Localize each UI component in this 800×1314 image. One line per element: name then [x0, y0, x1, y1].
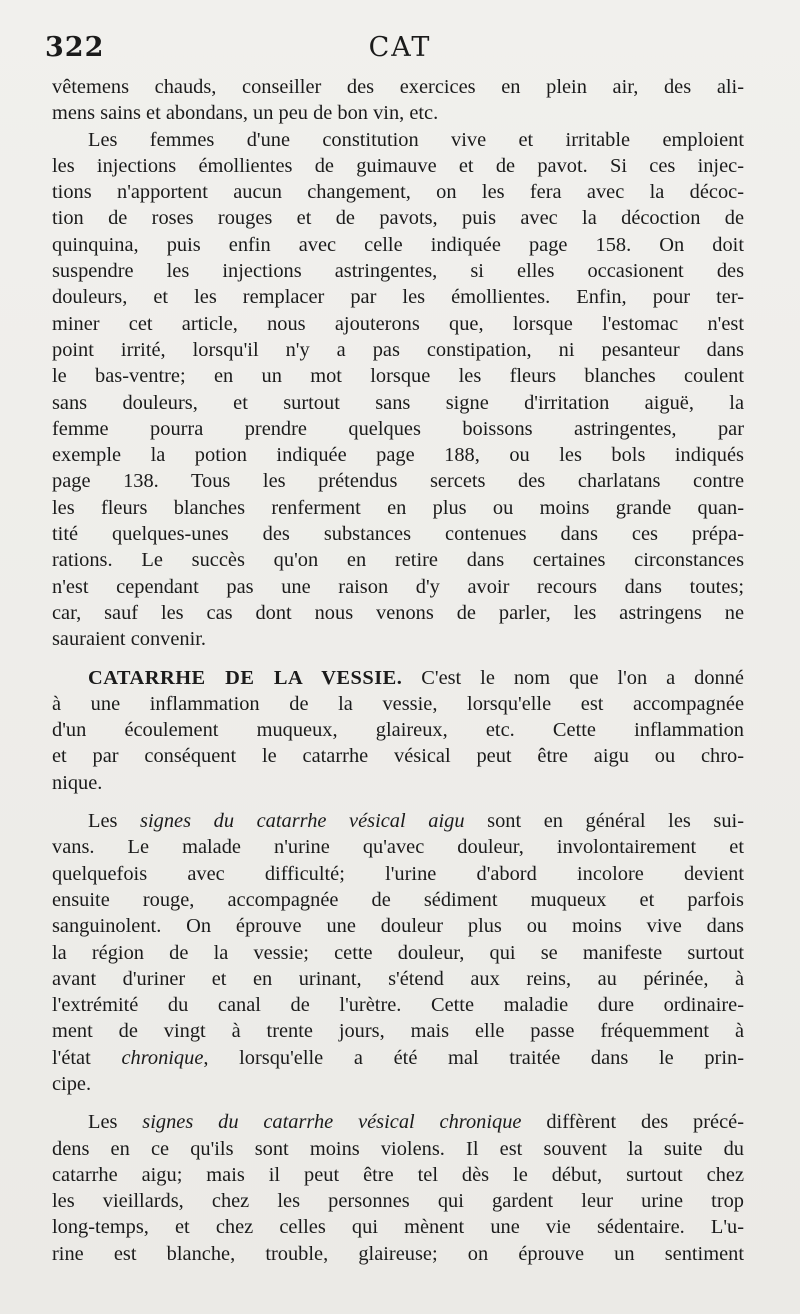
- text-run: sont en général les sui-: [464, 810, 744, 833]
- text-line: page 138. Tous les prétendus sercets des charlatans contre: [52, 470, 744, 493]
- text-line: ensuite rouge, accompagnée de sédiment muqueux et parfois: [52, 888, 744, 911]
- text-line: tion de roses rouges et de pavots, puis avec la décoction de: [52, 207, 744, 230]
- paragraph-acute-signs: [52, 808, 744, 1097]
- text-line: l'extrémité du canal de l'urètre. Cette maladie dure ordinaire-: [52, 994, 744, 1017]
- entry-heading: CATARRHE DE LA VESSIE.: [88, 666, 403, 689]
- text-line: vans. Le malade n'urine qu'avec douleur, involontairement et: [52, 836, 744, 859]
- text-line: sauraient convenir.: [52, 628, 207, 651]
- text-line: d'un écoulement muqueux, glaireux, etc. Cette inflammation: [52, 719, 744, 742]
- text-run: C'est le nom que l'on a donné: [402, 666, 744, 689]
- text-run: , lorsqu'elle a été mal traitée dans le prin-: [203, 1046, 744, 1069]
- text-line: long-temps, et chez celles qui mènent une vie sédentaire. L'u-: [52, 1216, 744, 1239]
- text-line: tité quelques-unes des substances contenues dans ces prépa-: [52, 523, 744, 546]
- text-line: nique.: [52, 771, 103, 794]
- text-line: et par conséquent le catarrhe vésical peut être aigu ou chro-: [52, 745, 744, 768]
- text-line: rine est blanche, trouble, glaireuse; on éprouve un sentiment: [52, 1242, 744, 1265]
- text-line: sanguinolent. On éprouve une douleur plus ou moins vive dans: [52, 915, 744, 938]
- text-run: diffèrent des précé-: [521, 1111, 744, 1134]
- text-line: sans douleurs, et surtout sans signe d'irritation aiguë, la: [52, 391, 744, 414]
- text-line: rations. Le succès qu'on en retire dans certaines circonstances: [52, 549, 744, 572]
- text-line: les injections émollientes de guimauve et de pavot. Si ces injec-: [52, 154, 744, 177]
- text-line: douleurs, et les remplacer par les émollientes. Enfin, pour ter-: [52, 286, 744, 309]
- page-number: 322: [45, 32, 105, 63]
- paragraph: [52, 127, 744, 653]
- text-line: femme pourra prendre quelques boissons astringentes, par: [52, 417, 744, 440]
- text-line: les fleurs blanches renferment en plus ou moins grande quan-: [52, 496, 744, 519]
- italic-term: signes du catarrhe vésical chronique: [142, 1111, 522, 1134]
- text-line: quelquefois avec difficulté; l'urine d'abord incolore devient: [52, 862, 744, 885]
- text-line: exemple la potion indiquée page 188, ou les bols indiqués: [52, 444, 744, 467]
- text-line: n'est cependant pas une raison d'y avoir recours dans toutes;: [52, 575, 744, 598]
- text-line: miner cet article, nous ajouterons que, lorsque l'estomac n'est: [52, 312, 744, 335]
- text-line: les vieillards, chez les personnes qui gardent leur urine trop: [52, 1190, 744, 1213]
- text-run: Les: [88, 1111, 143, 1134]
- text-line: Les femmes d'une constitution vive et irritable emploient: [88, 128, 744, 151]
- body-text: [52, 74, 744, 1267]
- italic-term: signes du catarrhe vésical aigu: [140, 810, 465, 833]
- text-run: Les: [88, 810, 141, 833]
- paragraph: [52, 74, 744, 127]
- text-line: cipe.: [52, 1072, 92, 1095]
- text-line: mens sains et abondans, un peu de bon vin, etc.: [52, 102, 439, 125]
- text-line: à une inflammation de la vessie, lorsqu'elle est accompagnée: [52, 692, 744, 715]
- text-line: vêtemens chauds, conseiller des exercices en plein air, des ali-: [52, 76, 744, 98]
- running-head: CAT: [368, 32, 432, 63]
- text-run: l'état: [52, 1046, 122, 1069]
- text-line: dens en ce qu'ils sont moins violens. Il est souvent la suite du: [52, 1137, 744, 1160]
- text-line: avant d'uriner et en urinant, s'étend aux reins, au périnée, à: [52, 967, 744, 990]
- text-line: suspendre les injections astringentes, si elles occasionent des: [52, 260, 744, 283]
- italic-term: chronique: [121, 1046, 204, 1069]
- text-line: quinquina, puis enfin avec celle indiquée page 158. On doit: [52, 233, 744, 256]
- text-line: ment de vingt à trente jours, mais elle passe fréquemment à: [52, 1020, 744, 1043]
- text-line: car, sauf les cas dont nous venons de parler, les astringens ne: [52, 601, 744, 624]
- entry-catarrhe-de-la-vessie: [52, 665, 744, 796]
- text-line: la région de la vessie; cette douleur, qui se manifeste surtout: [52, 941, 744, 964]
- text-line: point irrité, lorsqu'il n'y a pas constipation, ni pesanteur dans: [52, 338, 744, 361]
- text-line: catarrhe aigu; mais il peut être tel dès le début, surtout chez: [52, 1163, 744, 1186]
- text-line: tions n'apportent aucun changement, on les fera avec la décoc-: [52, 181, 744, 204]
- page-header: [45, 32, 755, 72]
- text-line: le bas-ventre; en un mot lorsque les fleurs blanches coulent: [52, 365, 744, 388]
- paragraph-chronic-signs: [52, 1109, 744, 1267]
